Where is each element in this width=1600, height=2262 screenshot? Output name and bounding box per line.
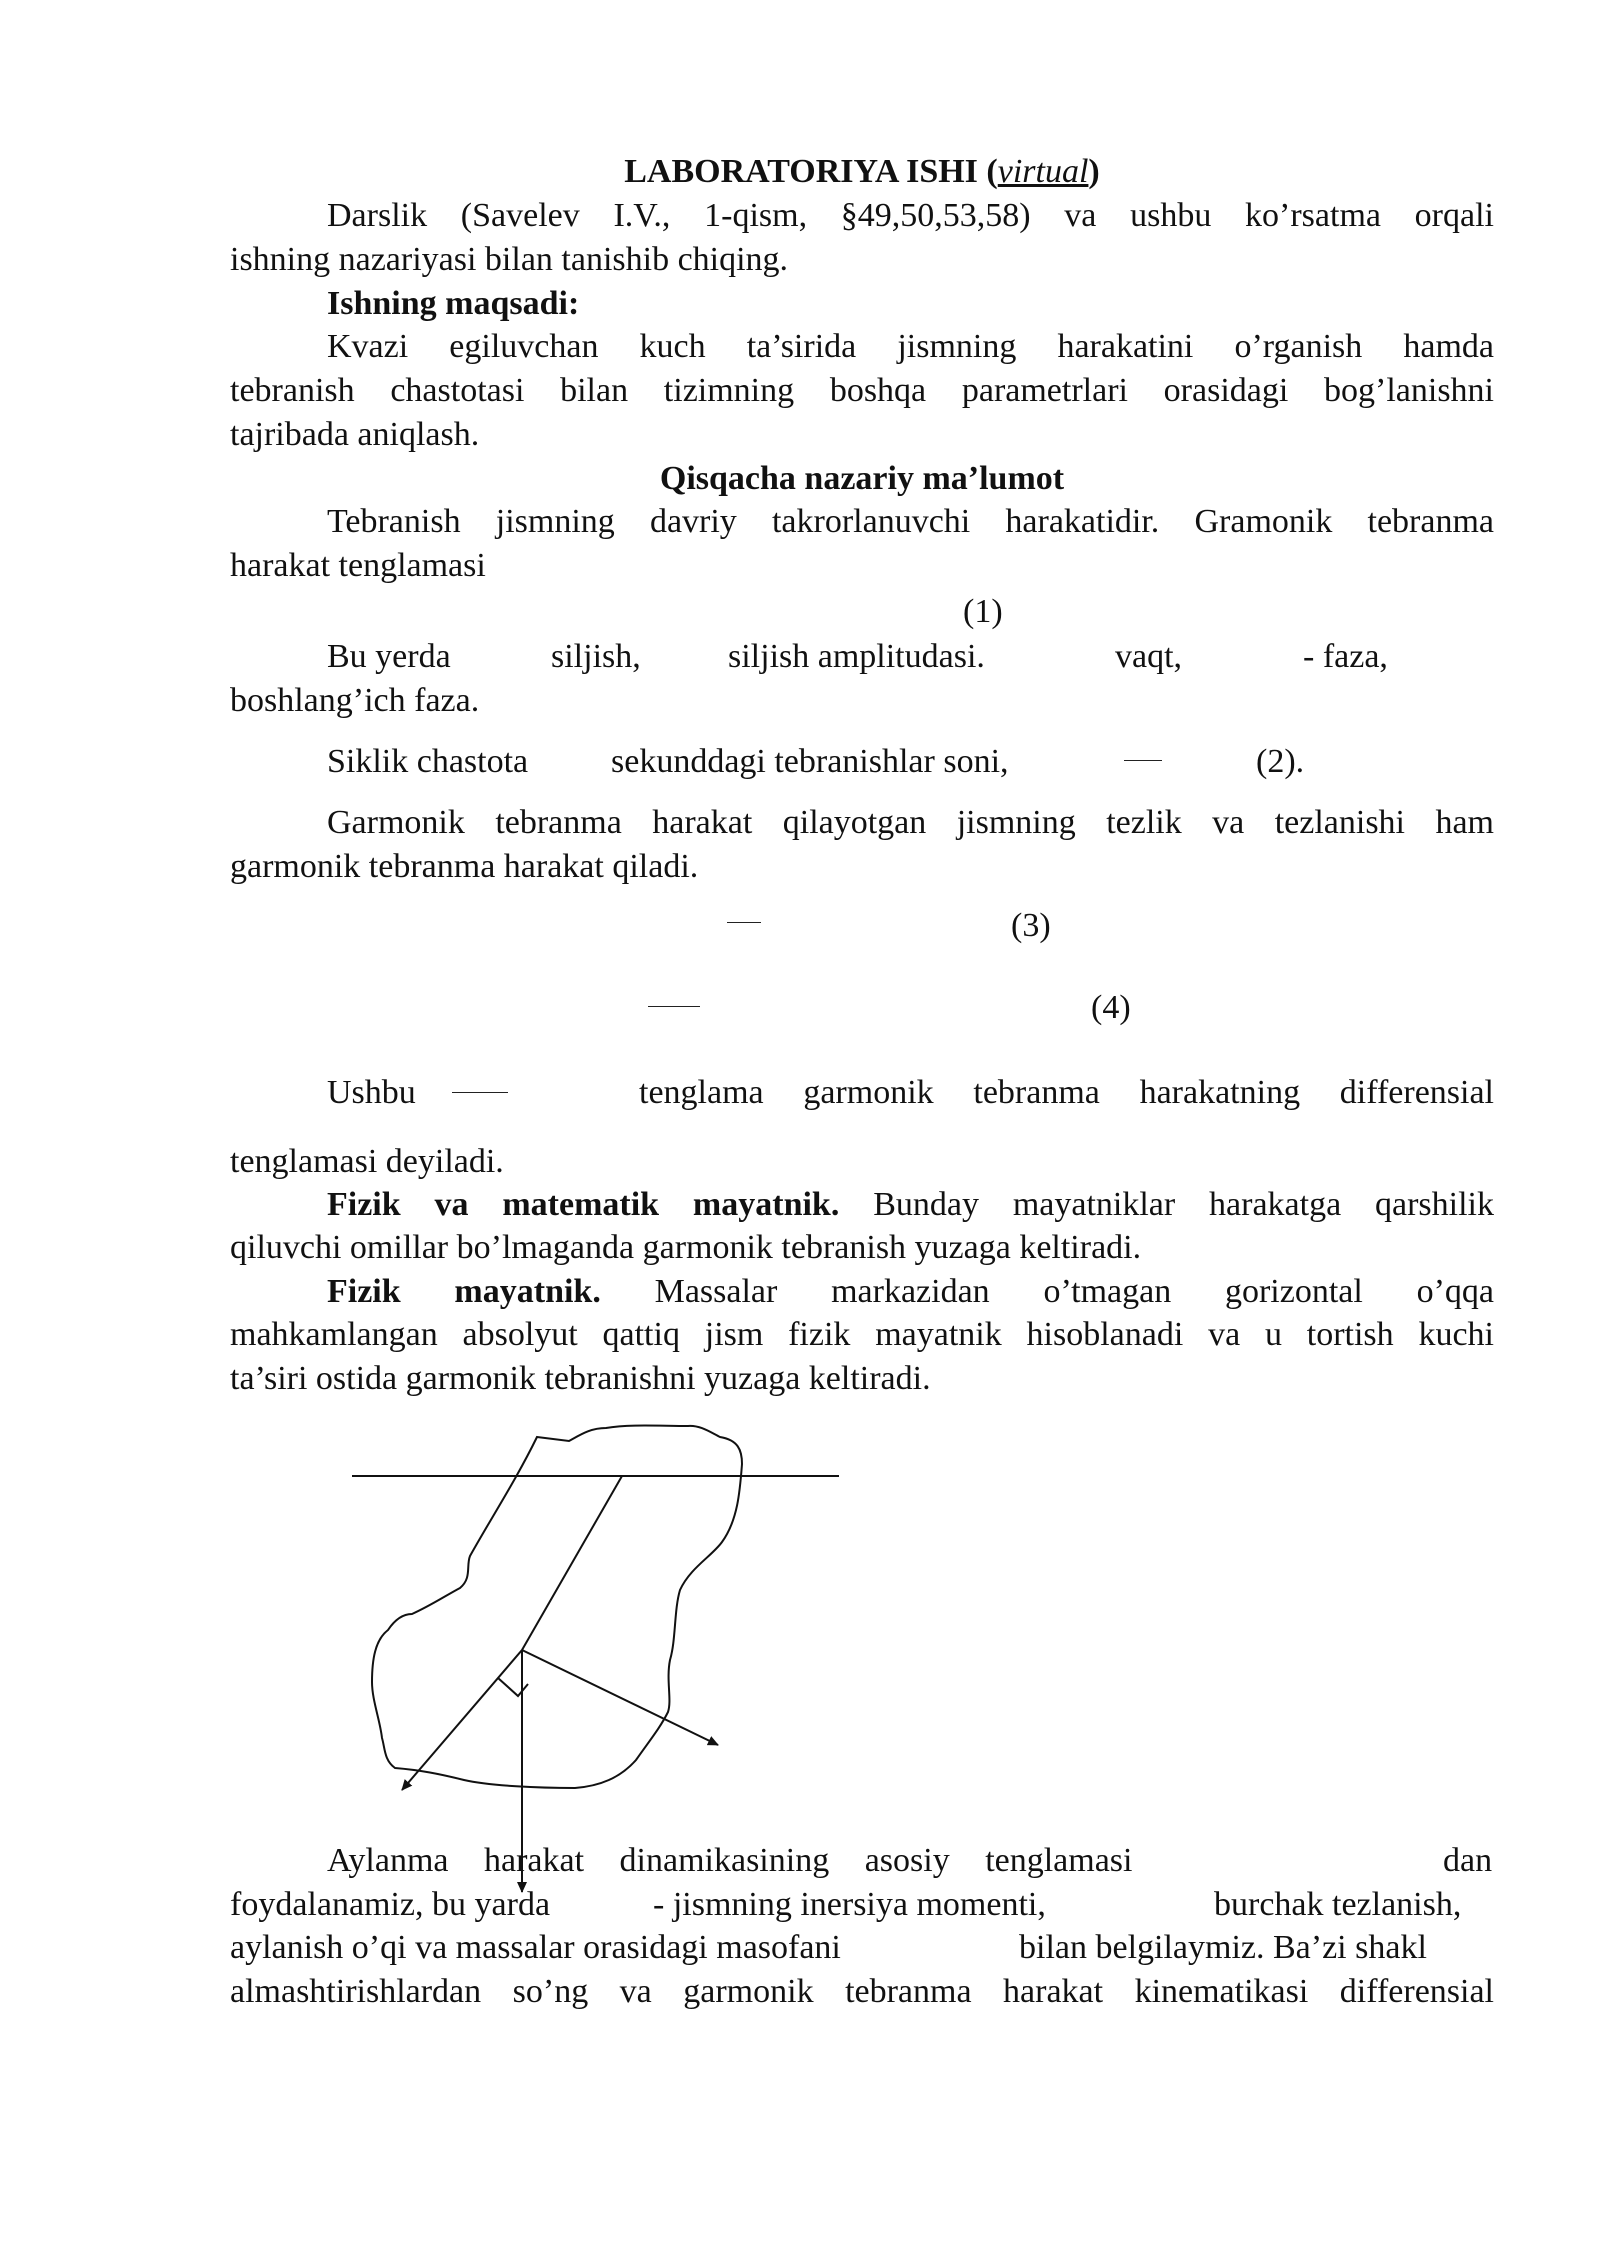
tenglama-text: tenglama garmonik tebranma harakatning differensial: [639, 1074, 1494, 1111]
rigid-body-outline: [372, 1426, 742, 1789]
equation-4-number: (4): [1091, 989, 1131, 1026]
title-close: ): [1088, 153, 1100, 190]
goal-heading: Ishning maqsadi:: [327, 285, 580, 322]
siljish-text: siljish,: [551, 638, 641, 675]
amplituda-text: siljish amplitudasi.: [728, 638, 985, 675]
bu-yerda-text: Bu yerda: [327, 638, 451, 675]
dynamics-line-4: almashtirishlardan so’ng va garmonik tebranma harakat kinematikasi differensial: [230, 1973, 1494, 2010]
f-text-1: Massalar markazidan o’tmagan gorizontal o’qqa: [654, 1273, 1495, 1310]
intro-line-1: Darslik (Savelev I.V., 1-qism, §49,50,53,58) va ushbu ko’rsatma orqali: [327, 197, 1494, 234]
theory-heading: Qisqacha nazariy ma’lumot: [659, 460, 1065, 497]
right-angle-mark: [498, 1678, 528, 1696]
siklik-text: Siklik chastota: [327, 743, 529, 780]
dynamics-text-2b: - jismning inersiya momenti,: [653, 1886, 1046, 1923]
fm-line-2: qiluvchi omillar bo’lmaganda garmonik tebranish yuzaga keltiradi.: [230, 1229, 1142, 1266]
sekund-text: sekunddagi tebranishlar soni,: [611, 743, 1009, 780]
vaqt-text: vaqt,: [1115, 638, 1183, 675]
pivot-to-cm-line: [522, 1476, 622, 1650]
title-text: LABORATORIYA ISHI (: [624, 153, 998, 190]
fm-heading: Fizik va matematik mayatnik.: [327, 1186, 840, 1223]
normal-force-arrow: [522, 1650, 718, 1745]
f-line-2: mahkamlangan absolyut qattiq jism fizik mayatnik hisoblanadi va u tortish kuchi: [230, 1316, 1494, 1353]
theory-line-1: Tebranish jismning davriy takrorlanuvchi harakatidir. Gramonik tebranma: [327, 503, 1494, 540]
dynamics-text-3b: bilan belgilaymiz. Ba’zi shakl: [1019, 1929, 1427, 1966]
dynamics-text-1a: Aylanma harakat dinamikasining asosiy tenglamasi: [327, 1842, 1133, 1879]
dynamics-line-1a: [327, 1839, 1132, 1882]
boshlang-text: boshlang’ich faza.: [230, 682, 480, 719]
goal-line-2: tebranish chastotasi bilan tizimning boshqa parametrlari orasidagi bog’lanishni: [230, 372, 1494, 409]
ushbu-text: Ushbu: [327, 1074, 416, 1111]
theory-line-2: harakat tenglamasi: [230, 547, 486, 584]
dynamics-text-3a: aylanish o’qi va massalar orasidagi masofani: [230, 1929, 841, 1966]
dynamics-text-2a: foydalanamiz, bu yarda: [230, 1886, 551, 1923]
f-heading: Fizik mayatnik.: [327, 1273, 601, 1310]
dynamics-text-2c: burchak tezlanish,: [1214, 1886, 1462, 1923]
goal-line-3: tajribada aniqlash.: [230, 416, 480, 453]
deyiladi-text: tenglamasi deyiladi.: [230, 1143, 504, 1180]
tangential-force-arrow: [402, 1650, 522, 1790]
title-virtual: virtual: [997, 153, 1089, 190]
equation-2-number: (2).: [1256, 743, 1305, 780]
intro-line-2: ishning nazariyasi bilan tanishib chiqing.: [230, 241, 789, 278]
faza-text: - faza,: [1303, 638, 1388, 675]
f-line-3: ta’siri ostida garmonik tebranishni yuzaga keltiradi.: [230, 1360, 931, 1397]
equation-1-number: (1): [963, 593, 1003, 630]
garmonik-line-1: Garmonik tebranma harakat qilayotgan jismning tezlik va tezlanishi ham: [327, 804, 1494, 841]
equation-3-number: (3): [1011, 907, 1051, 944]
goal-line-1: Kvazi egiluvchan kuch ta’sirida jismning harakatini o’rganish hamda: [327, 328, 1494, 365]
dynamics-text-1b: dan: [1443, 1842, 1493, 1879]
fm-text-1: Bunday mayatniklar harakatga qarshilik: [873, 1186, 1495, 1223]
garmonik-line-2: garmonik tebranma harakat qiladi.: [230, 848, 699, 885]
